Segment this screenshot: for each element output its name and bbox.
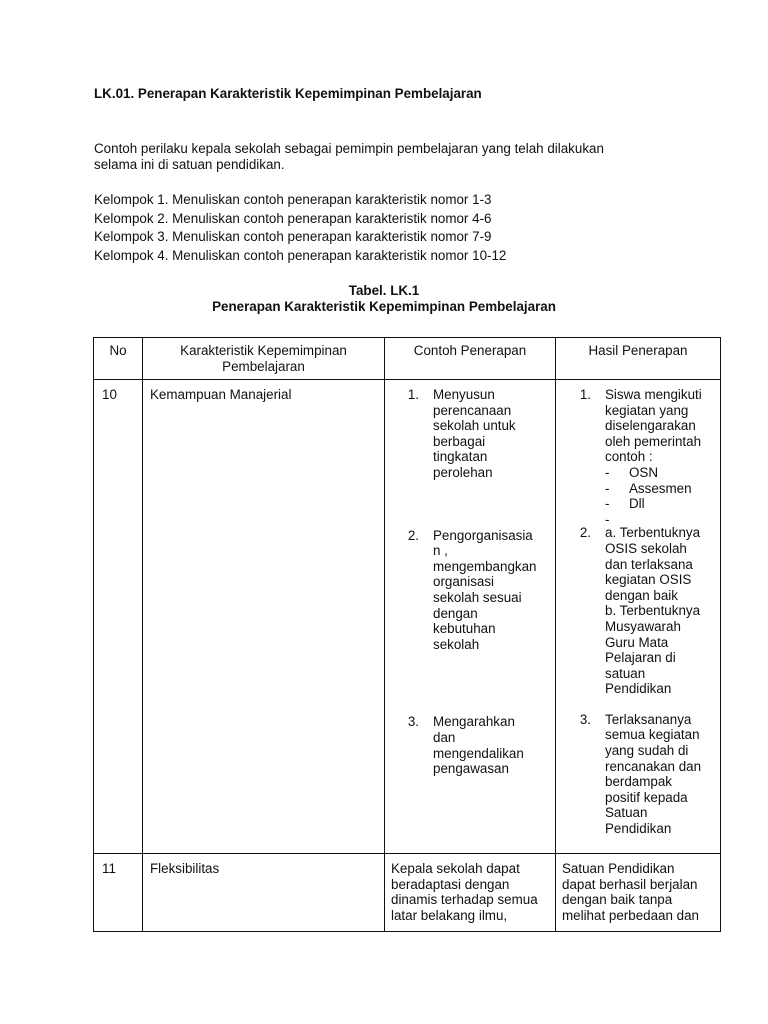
cell-hasil: [556, 380, 721, 854]
text-line: berbagai: [433, 433, 486, 449]
text-line: satuan: [605, 665, 646, 681]
characteristic-name: Kemampuan Manajerial: [150, 387, 292, 402]
text-line: Pelajaran di: [605, 650, 676, 666]
text-line: mengembangkan: [433, 558, 537, 574]
dash-marker: -: [605, 480, 610, 496]
group-item: Kelompok 2. Menuliskan contoh penerapan karakteristik nomor 4-6: [94, 210, 492, 226]
text-line: Pendidikan: [605, 821, 672, 837]
text-line: b. Terbentuknya: [605, 603, 701, 619]
text-line: oleh pemerintah: [605, 433, 702, 449]
cell-contoh: [385, 854, 556, 932]
text-line: Terlaksananya: [605, 711, 692, 727]
item-number: 3.: [407, 714, 419, 730]
table-row: [94, 854, 721, 932]
list-item: [556, 387, 720, 527]
header-hasil: Hasil Penerapan: [556, 338, 721, 380]
characteristic-name: Fleksibilitas: [150, 861, 220, 876]
text-line: Pengorganisasia: [433, 527, 533, 543]
text-line: kebutuhan: [433, 621, 496, 637]
text-line: beradaptasi dengan: [391, 876, 510, 892]
header-karakteristik-line: Pembelajaran: [222, 358, 305, 374]
item-number: 1.: [579, 387, 591, 402]
text-line: tingkatan: [433, 449, 488, 465]
header-contoh: Contoh Penerapan: [385, 338, 556, 380]
list-item: [385, 387, 555, 481]
item-number: 3.: [579, 711, 591, 727]
document-heading: LK.01. Penerapan Karakteristik Kepemimpinan Pembelajaran: [94, 86, 482, 101]
list-item: [385, 714, 555, 776]
text-line: sekolah untuk: [433, 418, 516, 434]
hasil-list: [556, 387, 720, 837]
header-karakteristik: [143, 338, 385, 380]
bullet-text: Assesmen: [629, 480, 692, 496]
text-line: a. Terbentuknya: [605, 525, 701, 541]
header-karakteristik-line: Karakteristik Kepemimpinan: [180, 343, 347, 358]
cell-karakteristik: [143, 380, 385, 854]
cell-no: [94, 380, 143, 854]
bullet-text: OSN: [629, 464, 659, 480]
group-item: Kelompok 1. Menuliskan contoh penerapan karakteristik nomor 1-3: [94, 192, 492, 207]
text-line: sekolah: [433, 636, 480, 652]
example-bullet-list: [605, 465, 716, 527]
intro-line: Contoh perilaku kepala sekolah sebagai pemimpin pembelajaran yang telah dilakukan: [94, 141, 604, 156]
list-item: [556, 525, 720, 697]
item-text: [433, 387, 555, 481]
text-line: Musyawarah: [605, 618, 681, 634]
table-caption-title: Penerapan Karakteristik Kepemimpinan Pembelajaran: [212, 299, 556, 314]
text-line: Kepala sekolah dapat: [391, 861, 520, 876]
text-line: melihat perbedaan dan: [562, 907, 699, 923]
dash-marker: -: [605, 496, 610, 512]
cell-contoh: [385, 380, 556, 854]
text-line: Mengarahkan: [433, 714, 515, 730]
text-line: berdampak: [605, 774, 672, 790]
table-caption-number: Tabel. LK.1: [348, 283, 420, 298]
item-text: [433, 528, 555, 653]
text-line: dengan baik: [605, 587, 678, 603]
text-line: contoh :: [605, 449, 653, 465]
group-assignment-list: [94, 192, 506, 266]
table-row: [94, 380, 721, 854]
text-line: pengawasan: [433, 761, 509, 777]
text-line: diselengarakan: [605, 418, 696, 434]
text-line: kegiatan OSIS: [605, 572, 692, 588]
row-number: 11: [102, 861, 116, 876]
header-no: No: [94, 338, 143, 380]
item-text: [433, 714, 555, 776]
text-line: dan terlaksana: [605, 556, 693, 572]
text-line: dapat berhasil berjalan: [562, 876, 698, 892]
text-line: n ,: [433, 543, 448, 559]
text-line: Menyusun: [433, 387, 495, 402]
text-line: latar belakang ilmu,: [391, 907, 508, 923]
contoh-text: [385, 854, 555, 923]
intro-line: selama ini di satuan pendidikan.: [94, 156, 285, 172]
text-line: OSIS sekolah: [605, 540, 687, 556]
text-line: semua kegiatan: [605, 727, 700, 743]
item-number: 1.: [407, 387, 419, 402]
dash-marker: -: [605, 511, 610, 527]
text-line: yang sudah di: [605, 743, 689, 759]
bullet-text: Dll: [629, 496, 645, 512]
contoh-list: [385, 387, 555, 777]
text-line: sekolah sesuai: [433, 589, 522, 605]
table-header-row: [94, 338, 721, 380]
text-line: Satuan: [605, 805, 648, 821]
text-line: Satuan Pendidikan: [562, 861, 675, 876]
text-line: dinamis terhadap semua: [391, 892, 538, 908]
group-item: Kelompok 4. Menuliskan contoh penerapan karakteristik nomor 10-12: [94, 247, 507, 263]
text-line: dan: [433, 729, 456, 745]
item-text: [605, 387, 720, 527]
item-number: 2.: [579, 525, 591, 541]
text-line: positif kepada: [605, 789, 688, 805]
text-line: perolehan: [433, 464, 493, 480]
text-line: Siswa mengikuti: [605, 387, 702, 402]
text-line: Guru Mata: [605, 634, 669, 650]
bullet-item: [605, 481, 716, 497]
dash-marker: -: [605, 464, 610, 480]
cell-hasil: [556, 854, 721, 932]
text-line: dengan baik tanpa: [562, 892, 673, 908]
list-item: [385, 528, 555, 653]
text-line: Pendidikan: [605, 681, 672, 697]
characteristics-table: [93, 337, 721, 932]
text-line: dengan: [433, 605, 478, 621]
bullet-item: [605, 496, 716, 512]
cell-no: [94, 854, 143, 932]
text-line: kegiatan yang: [605, 402, 689, 418]
text-line: organisasi: [433, 574, 495, 590]
text-line: perencanaan: [433, 402, 512, 418]
hasil-text: [556, 854, 720, 923]
intro-paragraph: [94, 141, 674, 172]
item-text: [605, 712, 720, 837]
cell-karakteristik: [143, 854, 385, 932]
item-text: [605, 525, 720, 697]
text-line: rencanakan dan: [605, 758, 702, 774]
list-item: [556, 712, 720, 837]
row-number: 10: [102, 387, 117, 402]
text-line: mengendalikan: [433, 745, 524, 761]
bullet-item: [605, 465, 716, 481]
item-number: 2.: [407, 527, 419, 543]
group-item: Kelompok 3. Menuliskan contoh penerapan karakteristik nomor 7-9: [94, 229, 492, 245]
